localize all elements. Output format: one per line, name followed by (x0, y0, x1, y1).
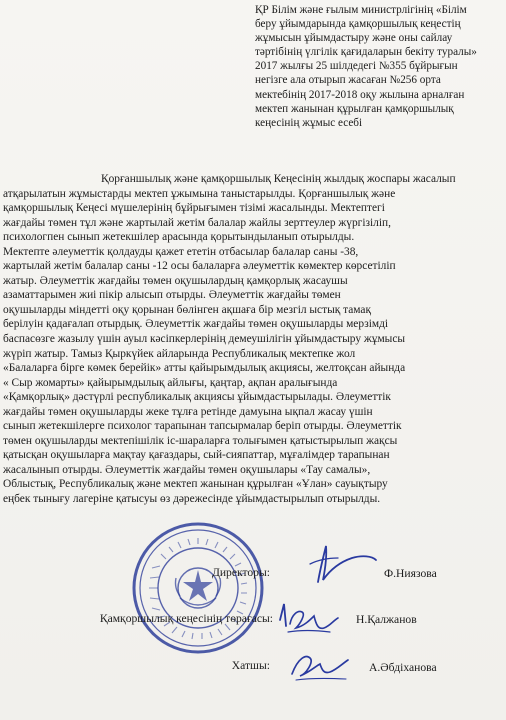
header-line: жұмысын ұйымдастыру және оны сайлау (255, 32, 453, 45)
report-body (3, 172, 503, 507)
body-line: психологпен сынып жетекшілер арасында қорытындыланып отырылды. (3, 231, 355, 244)
header-line: мектебінің 2017-2018 оқу жылына арналған (255, 88, 465, 101)
secretary-label: Хатшы: (231, 659, 270, 672)
secretary-signature-icon (286, 648, 356, 684)
body-line: азаматтарымен жиі пікір алысып отырды. Әлеуметтік жағдайы төмен (3, 289, 341, 302)
body-line: сынып жетекшілерге психолог тарапынан тапсырмалар беріп отырды. Әлеуметтік (3, 420, 402, 433)
body-line: еңбек тынығу лагеріне қатысуы өз дәрежесінде ұйымдастырылып отырылды. (3, 493, 381, 506)
document-header (255, 3, 503, 130)
header-line: беру ұйымдарында қамқоршылық кеңестің (255, 18, 461, 31)
header-line: кеңесінің жұмыс есебі (255, 116, 363, 129)
director-signature-icon (290, 540, 380, 590)
body-line: қатысқан оқушыларға мақтау қағаздары, сый-сияпаттар, мұғалімдер тарапынан (3, 449, 390, 462)
secretary-name: А.Әбдіханова (369, 661, 437, 674)
body-line: берілуін қадағалап отырдық. Әлеуметтік жағдайы төмен оқушыларды мерзімді (3, 318, 389, 331)
body-line: «Қамқорлық» дәстүрлі республикалық акциясы ұйымдастырылады. Әлеуметтік (3, 391, 391, 404)
director-name: Ф.Ниязова (384, 567, 437, 580)
body-line: жасалынып отырды. Әлеуметтік жағдайы төмен оқушылары «Тау самалы», (3, 463, 371, 476)
school-stamp-icon (130, 520, 266, 656)
body-line: Мектепте әлеуметтік қолдауды қажет ететін отбасылар балалар саны -38, (3, 245, 359, 258)
header-line: 2017 жылғы 25 шілдедегі №355 бұйрығын (255, 60, 458, 73)
header-line: негізге ала отырып жасаған №256 орта (255, 74, 441, 87)
body-line: жүріп жатыр. Тамыз Қыркүйек айларында Республикалық мектепке жол (3, 347, 356, 360)
body-line: Қорғаншылық және қамқоршылық Кеңесінің жылдық жоспары жасалып (101, 173, 456, 185)
director-label: Директоры: (211, 566, 270, 579)
body-line: жағдайы төмен тұл және жартылай жетім балалар жайлы зерттеулер жүргізіліп, (3, 216, 391, 229)
body-line: жағдайы төмен оқушыларды жеке тұлға ретінде дамуына ықпал жасау үшін (3, 405, 373, 418)
body-line: қамқоршылық Кеңесі мүшелерінің бұйрығымен тізімі жасалынды. Мектептегі (3, 202, 385, 215)
body-line: баспасөзге жазылу үшін ауыл кәсіпкерлерінің демеушілігін ұйымдастыру жұмысы (3, 333, 406, 346)
chair-signature-icon (274, 598, 344, 640)
header-line: мектеп жанынан құрылған қамқоршылық (255, 102, 454, 115)
body-line: оқушыларды міндетті оқу қорынан бөлінген ақшаға бір мезгіл ыстық тамақ (3, 303, 371, 316)
body-line: жатыр. Әлеуметтік жағдайы төмен оқушылардың қамқорлық жасаушы (3, 274, 348, 287)
body-line: «Балаларға бірге көмек берейік» атты қайырымдылық акциясы, желтоқсан айында (3, 362, 406, 375)
body-line: « Сыр жомарты» қайырымдылық айлығы, қаңтар, ақпан аралығында (3, 376, 338, 389)
body-line: атқарылатын жұмыстарды мектеп ұжымына таныстарылды. Қорғаншылық және (3, 187, 396, 200)
chair-name: Н.Қалжанов (356, 613, 417, 626)
body-line: жартылай жетім балалар саны -12 осы балаларға әлеуметтік көмектер көрсетіліп (3, 260, 396, 273)
body-line: төмен оқушыларды мектепішілік іс-шараларға толығымен қатыстырылып жақсы (3, 434, 398, 447)
header-line: тәртібінің үлгілік қағидаларын бекіту туралы» (255, 46, 477, 59)
chair-label: Қамқоршылық кеңесінің төрағасы: (99, 612, 273, 625)
header-line: ҚР Білім және ғылым министрлігінің «Білім (255, 4, 467, 16)
body-line: Облыстық, Республикалық және мектеп жанынан құрылған «Ұлан» сауықтыру (3, 478, 388, 491)
